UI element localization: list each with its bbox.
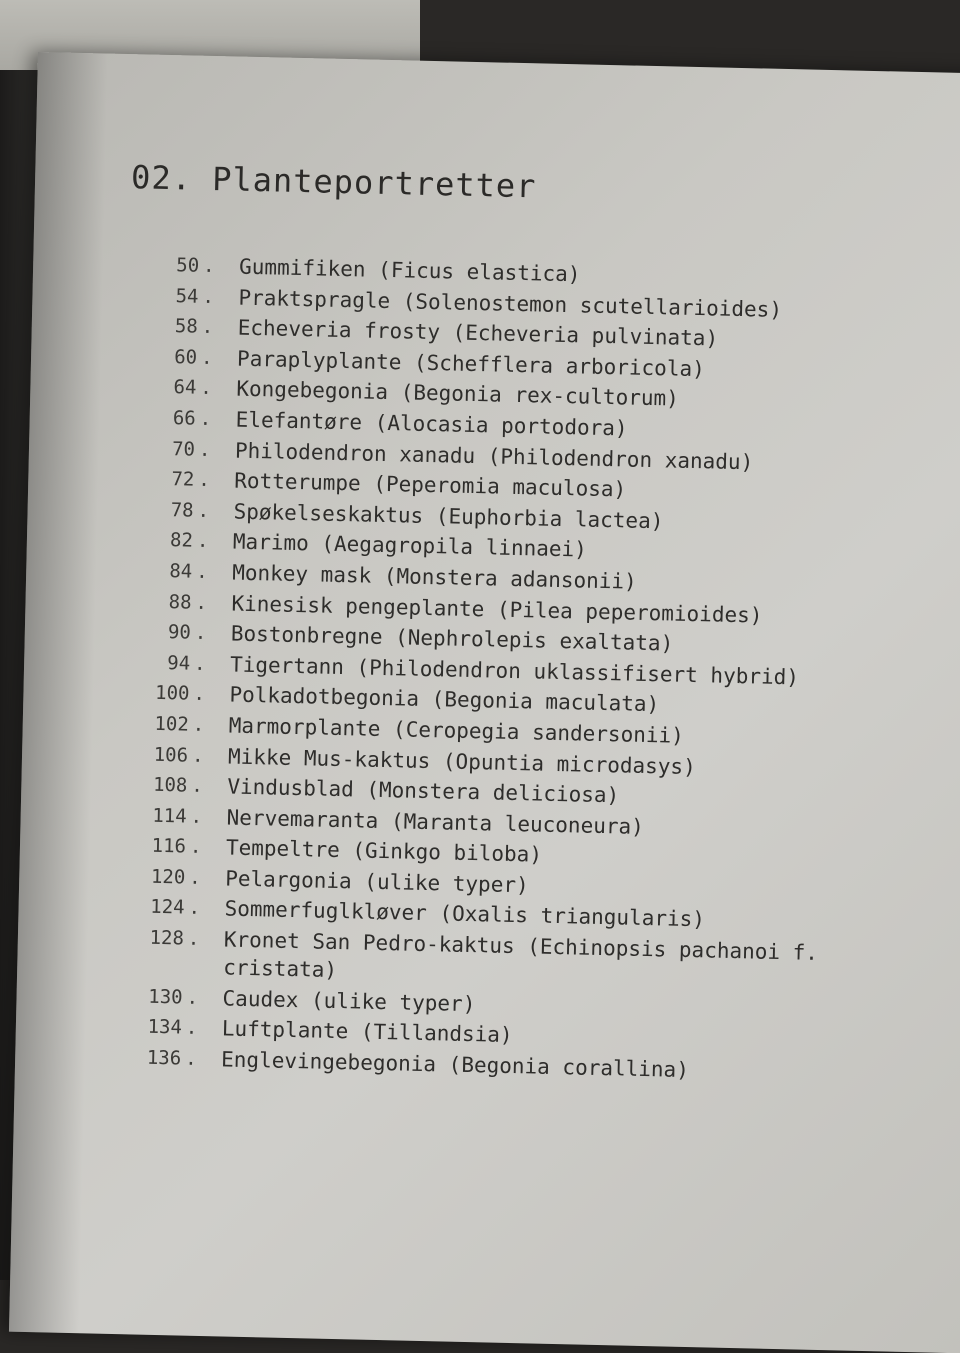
toc-number-dot: . [191,744,204,767]
toc-number-dot: . [200,377,213,400]
toc-number-dot: . [201,315,214,339]
toc-page-number: 70 [171,437,196,461]
toc-page-number: 94 [167,651,191,675]
toc-number-dot: . [198,438,211,461]
toc-page-number: 58 [174,315,199,338]
toc-number-dot: . [189,835,202,859]
toc-page-number: 124 [150,896,185,920]
toc-number-dot: . [194,621,207,645]
toc-page-number: 78 [170,498,194,522]
toc-number-dot: . [190,805,203,828]
toc-entry-title: Mikke Mus-kaktus (Opuntia microdasys) [227,743,697,779]
toc-page-number: 66 [172,407,196,430]
toc-entry-title: Paraplyplante (Schefflera arboricola) [236,346,706,381]
toc-number-dot: . [200,346,213,369]
toc-entry-title: Gummifiken (Ficus elastica) [238,254,581,287]
toc-entry-title: Kongebegonia (Begonia rex-cultorum) [236,376,680,411]
toc-entry-title: Nervemaranta (Maranta leuconeura) [226,805,645,839]
toc-entry-title: Pelargonia (ulike typer) [225,866,529,898]
toc-entry-title: Tigertann (Philodendron uklassifisert hybrid) [229,652,800,690]
toc-page-number: 64 [173,376,197,400]
toc-number-dot: . [196,530,209,553]
toc-entry-title: Kronet San Pedro-kaktus (Echinopsis pachanoi f. cristata) [223,927,819,983]
toc-entry-title: Monkey mask (Monstera adansonii) [231,560,637,594]
toc-entry-title: Echeveria frosty (Echeveria pulvinata) [237,315,719,351]
toc-page-number: 106 [153,743,189,767]
toc-number-dot: . [196,560,208,583]
toc-page-number: 114 [152,804,187,828]
toc-page-number: 102 [154,712,190,736]
toc-number-dot: . [198,468,211,492]
toc-page-number: 100 [154,682,190,705]
toc-number-dot: . [187,927,200,950]
toc-page-number: 72 [171,468,195,491]
toc-page-number: 116 [151,835,187,858]
toc-entry-title: Caudex (ulike typer) [222,986,476,1016]
chapter-title: 02. Planteportretter [130,158,537,206]
toc-page-number: 50 [176,254,200,277]
toc-number-dot: . [184,1047,197,1070]
toc-number-dot: . [188,897,201,920]
toc-entry-title: Bostonbregne (Nephrolepis exaltata) [230,621,674,656]
toc-page-number: 136 [146,1046,182,1070]
table-of-contents [93,250,871,1090]
toc-entry-title: Philodendron xanadu (Philodendron xanadu) [234,438,754,474]
toc-page-number: 120 [150,865,186,889]
toc-number-dot: . [185,1016,198,1040]
toc-page-number: 54 [175,284,199,308]
toc-number-dot: . [202,254,215,278]
toc-entry-title: Spøkelseskaktus (Euphorbia lactea) [233,499,664,534]
book-page [9,52,960,1353]
toc-entry-title: Rotterumpe (Peperomia maculosa) [234,468,627,502]
toc-number-dot: . [191,774,204,798]
toc-entry-title: Tempeltre (Ginkgo biloba) [225,835,543,867]
toc-page-number: 60 [173,345,198,369]
toc-entry-title: Polkadotbegonia (Begonia maculata) [229,682,660,717]
toc-page-number: 130 [148,985,183,1009]
toc-page-number: 88 [168,590,192,614]
toc-entry-title: Englevingebegonia (Begonia corallina) [220,1047,690,1082]
toc-entry-title: Marmorplante (Ceropegia sandersonii) [228,713,685,748]
toc-number-dot: . [195,591,208,614]
toc-entry-title: Kinesisk pengeplante (Pilea peperomioides) [231,591,763,628]
toc-number-dot: . [192,713,205,736]
toc-entry-title: Marimo (Aegagropila linnaei) [232,529,588,562]
toc-entry-title: Praktspragle (Solenostemon scutellarioides) [238,285,783,322]
toc-number-dot: . [193,652,206,675]
toc-page-number: 90 [167,621,192,644]
toc-number-dot: . [189,866,202,889]
toc-page-number: 108 [152,773,188,797]
toc-entry-title: Elefantøre (Alocasia portodora) [235,407,628,441]
toc-number-dot: . [193,683,206,706]
toc-entry-title: Luftplante (Tillandsia) [221,1016,513,1048]
toc-page-number: 82 [169,529,194,552]
toc-entry-title: Vindusblad (Monstera deliciosa) [227,774,620,808]
toc-number-dot: . [202,285,215,308]
toc-page-number: 84 [169,560,193,583]
toc-number-dot: . [186,986,199,1009]
toc-page-number: 134 [147,1015,183,1039]
toc-page-number: 128 [149,926,185,950]
toc-number-dot: . [199,407,212,430]
toc-number-dot: . [197,499,210,522]
toc-entry-title: Sommerfuglkløver (Oxalis triangularis) [224,896,706,932]
